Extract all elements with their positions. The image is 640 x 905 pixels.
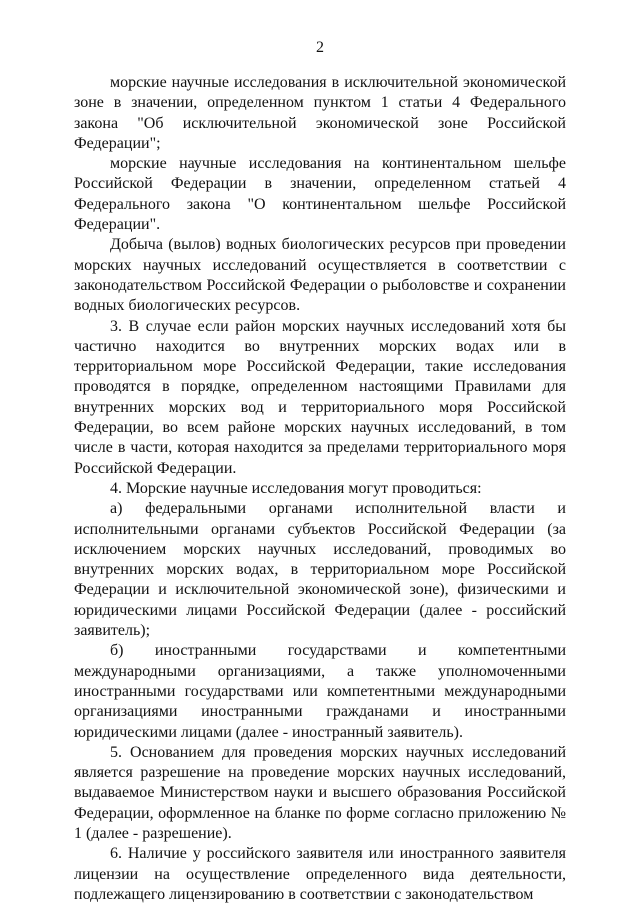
paragraph-item-4: 4. Морские научные исследования могут проводиться: — [110, 479, 482, 497]
paragraph-item-3: 3. В случае если район морских научных исследований хотя бы частично находится во внутренних морских водах или в территориальном море Российской Федерации, такие исследования проводятся в порядке, определенном настоящими Правилами для внутренних морских вод и территориального моря Российской Федерации, во всем районе морских научных исследований, в том числе в части, которая находится за пределами территориального моря Российской Федерации. — [74, 317, 566, 477]
page-number: 2 — [316, 39, 324, 56]
paragraph-item-5: 5. Основанием для проведения морских научных исследований является разрешение на проведение морских научных исследований, выдаваемое Министерством науки и высшего образования Российской Федерации, оформленное на бланке по форме согласно приложению № 1 (далее - разрешение). — [74, 743, 566, 842]
paragraph-item-6: 6. Наличие у российского заявителя или иностранного заявителя лицензии на осуществление определенного вида деятельности, подлежащего лицензированию в соответствии с законодательством — [74, 845, 566, 903]
document-body — [74, 73, 566, 905]
paragraph-marine-research-eez: морские научные исследования в исключительной экономической зоне в значении, определенном пунктом 1 статьи 4 Федерального закона "Об исключительной экономической зоне Российской Федерации"; — [74, 74, 566, 152]
paragraph-item-4b: б) иностранными государствами и компетентными международными организациями, а также уполномоченными иностранными государствами или компетентными международными организациями иностранными гражданами и иностранными юридическими лицами (далее - иностранный заявитель). — [74, 642, 566, 741]
paragraph-marine-research-shelf: морские научные исследования на континентальном шельфе Российской Федерации в значении, определенном статьей 4 Федерального закона "О континентальном шельфе Российской Федерации". — [74, 155, 566, 234]
paragraph-bioresources-catch: Добыча (вылов) водных биологических ресурсов при проведении морских научных исследований осуществляется в соответствии с законодательством Российской Федерации о рыболовстве и сохранении водных биологических ресурсов. — [74, 236, 566, 315]
paragraph-item-4a: а) федеральными органами исполнительной власти и исполнительными органами субъектов Российской Федерации (за исключением морских научных исследований, проводимых во внутренних морских водах, в территориальном море Российской Федерации и исключительной экономической зоне), физическими и юридическими лицами Российской Федерации (далее - российский заявитель); — [74, 500, 566, 640]
